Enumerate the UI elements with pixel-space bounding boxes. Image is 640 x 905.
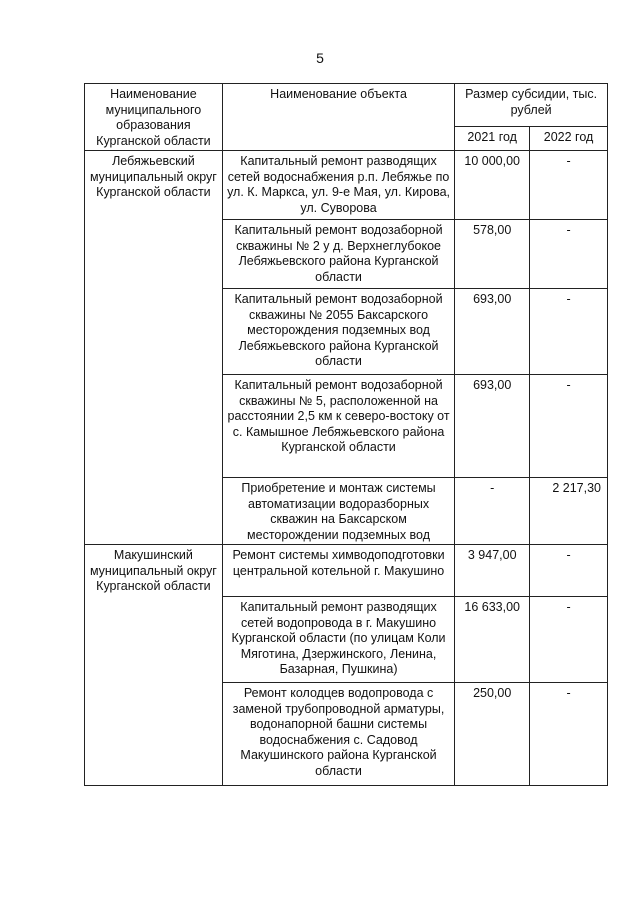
header-subsidy-size: Размер субсидии, тыс. рублей bbox=[455, 84, 608, 127]
amount-2022-cell: - bbox=[530, 289, 608, 375]
object-cell: Ремонт колодцев водопровода с заменой трубопроводной арматуры, водонапорной башни системы водоснабжения с. Садовод Макушинского района Курганской области bbox=[222, 683, 454, 786]
amount-2021-cell: 16 633,00 bbox=[455, 597, 530, 683]
amount-2021-cell: - bbox=[455, 478, 530, 545]
amount-2022-cell: - bbox=[530, 545, 608, 597]
object-cell: Капитальный ремонт разводящих сетей водопровода в г. Макушино Курганской области (по улицам Коли Мяготина, Дзержинского, Ленина, Базарная, Пушкина) bbox=[222, 597, 454, 683]
amount-2021-cell: 10 000,00 bbox=[455, 151, 530, 220]
amount-2022-cell: - bbox=[530, 220, 608, 289]
object-cell: Капитальный ремонт водозаборной скважины № 2 у д. Верхнеглубокое Лебяжьевского района Курганской области bbox=[222, 220, 454, 289]
amount-2021-cell: 578,00 bbox=[455, 220, 530, 289]
table-row bbox=[85, 151, 608, 220]
object-cell: Капитальный ремонт водозаборной скважины № 2055 Баксарского месторождения подземных вод Лебяжьевского района Курганской области bbox=[222, 289, 454, 375]
table-body bbox=[85, 151, 608, 786]
object-cell: Капитальный ремонт разводящих сетей водоснабжения р.п. Лебяжье по ул. К. Маркса, ул. 9-е Мая, ул. Кирова, ул. Суворова bbox=[222, 151, 454, 220]
amount-2021-cell: 3 947,00 bbox=[455, 545, 530, 597]
object-cell: Капитальный ремонт водозаборной скважины № 5, расположенной на расстоянии 2,5 км к северо-востоку от с. Камышное Лебяжьевского района Курганской области bbox=[222, 375, 454, 478]
amount-2021-cell: 693,00 bbox=[455, 289, 530, 375]
municipality-cell: Макушинский муниципальный округ Курганской области bbox=[85, 545, 223, 786]
header-year-2022: 2022 год bbox=[530, 126, 608, 150]
amount-2021-cell: 693,00 bbox=[455, 375, 530, 478]
amount-2022-cell: 2 217,30 bbox=[530, 478, 608, 545]
page-number: 5 bbox=[316, 50, 324, 66]
header-year-2021: 2021 год bbox=[455, 126, 530, 150]
municipality-cell: Лебяжьевский муниципальный округ Курганской области bbox=[85, 151, 223, 545]
amount-2022-cell: - bbox=[530, 151, 608, 220]
table-row bbox=[85, 545, 608, 597]
amount-2022-cell: - bbox=[530, 597, 608, 683]
header-object: Наименование объекта bbox=[222, 84, 454, 151]
amount-2022-cell: - bbox=[530, 683, 608, 786]
header-municipality: Наименование муниципального образования Курганской области bbox=[85, 84, 223, 151]
table-header bbox=[85, 84, 608, 151]
amount-2021-cell: 250,00 bbox=[455, 683, 530, 786]
object-cell: Ремонт системы химводоподготовки центральной котельной г. Макушино bbox=[222, 545, 454, 597]
subsidy-table bbox=[84, 83, 608, 786]
object-cell: Приобретение и монтаж системы автоматизации водоразборных скважин на Баксарском месторождении подземных вод bbox=[222, 478, 454, 545]
amount-2022-cell: - bbox=[530, 375, 608, 478]
